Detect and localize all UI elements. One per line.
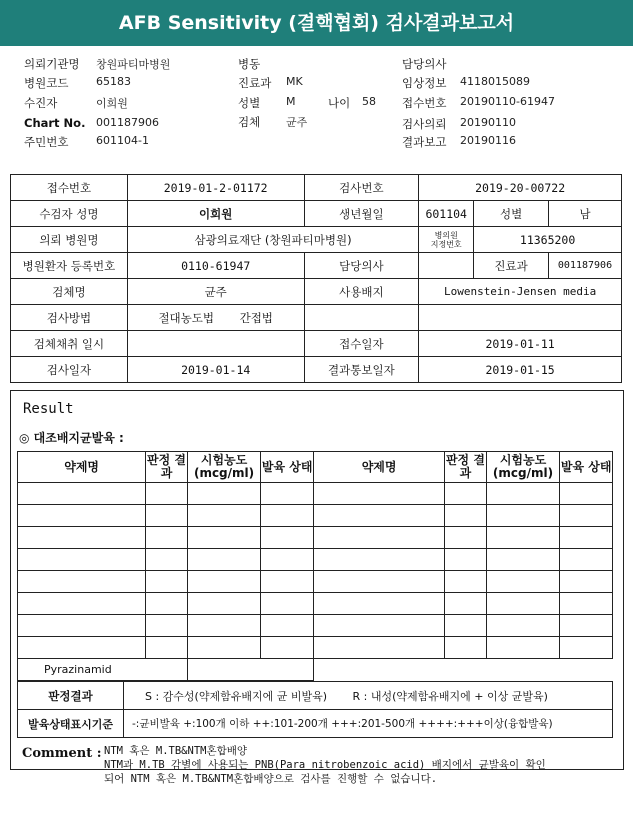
tested-cell-label: 검사일자 (11, 357, 128, 383)
dept-cell-label: 진료과 (474, 253, 549, 279)
resident-no-value: 601104-1 (96, 134, 149, 147)
age-label: 나이 (328, 96, 351, 110)
receipt-no-cell-label: 접수번호 (11, 175, 128, 201)
patient-value: 이희원 (96, 97, 128, 110)
hospital-cell: 삼광의료재단 (창원파티마병원) (127, 227, 418, 253)
doctor-cell-label: 담당의사 (304, 253, 419, 279)
pyrazinamid-cell: Pyrazinamid (18, 659, 188, 681)
method-value-1: 절대농도법 (158, 310, 214, 325)
sex-label: 성별 (238, 96, 261, 110)
col-conc-left: 시험농도 (mcg/ml) (187, 452, 261, 483)
result-table (17, 451, 613, 681)
specimen-cell: 균주 (127, 279, 304, 305)
specimen-value: 균주 (286, 116, 308, 129)
comment-text (104, 744, 546, 786)
collect-cell (127, 331, 304, 357)
test-no-cell: 2019-20-00722 (419, 175, 622, 201)
scanned-report (0, 164, 633, 836)
chart-no-value: 001187906 (96, 116, 159, 129)
specimen-label: 검체 (238, 115, 261, 129)
col-judge-right: 판정 결과 (445, 452, 486, 483)
hospital-code-label: 병원코드 (24, 76, 69, 90)
institution-value: 창원파티마병원 (96, 58, 171, 71)
report-header (0, 46, 633, 164)
sex-value: M (286, 95, 296, 108)
name-cell-label: 수검자 성명 (11, 201, 128, 227)
comment-line-3: 되어 NTM 혹은 M.TB&NTM혼합배양으로 검사를 진행할 수 없습니다. (104, 773, 438, 785)
table-row (18, 637, 613, 659)
sex-cell-label: 성별 (474, 201, 549, 227)
name-cell: 이희원 (127, 201, 304, 227)
receipt-no-value: 20190110-61947 (460, 95, 555, 108)
table-row (18, 549, 613, 571)
designated-cell-label (419, 227, 474, 253)
test-no-cell-label: 검사번호 (304, 175, 419, 201)
col-growth-left: 발육 상태 (261, 452, 314, 483)
designated-cell: 11365200 (474, 227, 622, 253)
growth-legend-value: -:균비발육 +:100개 이하 ++:101-200개 +++:201-500개 ++++:+++이상(융합발육) (124, 710, 613, 738)
col-conc-right: 시험농도 (mcg/ml) (486, 452, 560, 483)
doctor-label: 담당의사 (402, 57, 447, 71)
col-drug-right: 약제명 (313, 452, 444, 483)
comment-label: Comment : (22, 746, 102, 761)
dept-value: MK (286, 75, 303, 88)
patient-label: 수진자 (24, 96, 58, 110)
receipt-no-cell: 2019-01-2-01172 (127, 175, 304, 201)
notify-cell: 2019-01-15 (419, 357, 622, 383)
method-value-2: 간접법 (239, 310, 273, 325)
col-growth-right: 발육 상태 (560, 452, 613, 483)
comment-line-2: NTM과 M.TB 감별에 사용되는 PNB(Para nitrobenzoic acid) 배지에서 균발육이 확인 (104, 759, 546, 771)
patient-info-table (10, 174, 622, 383)
age-value: 58 (362, 95, 376, 108)
col-drug-left: 약제명 (18, 452, 146, 483)
tested-cell: 2019-01-14 (127, 357, 304, 383)
sex-cell: 남 (549, 201, 622, 227)
table-row (18, 615, 613, 637)
hospital-cell-label: 의뢰 병원명 (11, 227, 128, 253)
judge-legend-values (124, 682, 613, 710)
growth-legend-label: 발육상태표시기준 (18, 710, 124, 738)
medium-cell-label: 사용배지 (304, 279, 419, 305)
method-empty-cell (304, 305, 419, 331)
method-empty-cell-2 (419, 305, 622, 331)
birth-cell: 601104 (419, 201, 474, 227)
receipt-no-label: 접수번호 (402, 96, 447, 110)
hospital-code-value: 65183 (96, 75, 131, 88)
received-cell-label: 접수일자 (304, 331, 419, 357)
table-row (18, 571, 613, 593)
received-cell: 2019-01-11 (419, 331, 622, 357)
table-row (18, 593, 613, 615)
ward-label: 병동 (238, 57, 261, 71)
comment-line-1: NTM 혹은 M.TB&NTM혼합배양 (104, 745, 248, 757)
medium-cell: Lowenstein-Jensen media (419, 279, 622, 305)
result-subheading: ◎ 대조배지균발육 : (19, 431, 124, 445)
method-cell-label: 검사방법 (11, 305, 128, 331)
judge-legend-s: S : 감수성(약제함유배지에 균 비발육) (145, 689, 328, 703)
resident-no-label: 주민번호 (24, 135, 69, 149)
designated-label-line2: 지정번호 (430, 239, 462, 249)
dept-cell: 001187906 (549, 253, 622, 279)
legend-table (17, 681, 613, 738)
report-date-label: 결과보고 (402, 135, 447, 149)
birth-cell-label: 생년월일 (304, 201, 419, 227)
collect-cell-label: 검체채취 일시 (11, 331, 128, 357)
doctor-cell (419, 253, 474, 279)
order-date-value: 20190110 (460, 116, 516, 129)
report-title: AFB Sensitivity (결핵협회) 검사결과보고서 (0, 0, 633, 46)
chart-no-label: Chart No. (24, 116, 86, 130)
table-row (18, 483, 613, 505)
specimen-cell-label: 검체명 (11, 279, 128, 305)
clinical-value: 4118015089 (460, 75, 530, 88)
table-row (18, 527, 613, 549)
dept-label: 진료과 (238, 76, 272, 90)
report-date-value: 20190116 (460, 134, 516, 147)
clinical-label: 임상정보 (402, 76, 447, 90)
judge-legend-label: 판정결과 (18, 682, 124, 710)
table-row (18, 659, 613, 681)
col-judge-left: 판정 결과 (146, 452, 187, 483)
judge-legend-r: R : 내성(약제함유배지에 + 이상 균발육) (352, 689, 548, 703)
method-cell (127, 305, 304, 331)
notify-cell-label: 결과통보일자 (304, 357, 419, 383)
reg-cell: 0110-61947 (127, 253, 304, 279)
order-date-label: 검사의뢰 (402, 117, 447, 131)
institution-label: 의뢰기관명 (24, 57, 80, 71)
reg-cell-label: 병원환자 등록번호 (11, 253, 128, 279)
table-row (18, 505, 613, 527)
result-heading: Result (23, 401, 74, 417)
result-box (10, 390, 624, 770)
designated-label-line1: 병의원 (434, 230, 458, 240)
